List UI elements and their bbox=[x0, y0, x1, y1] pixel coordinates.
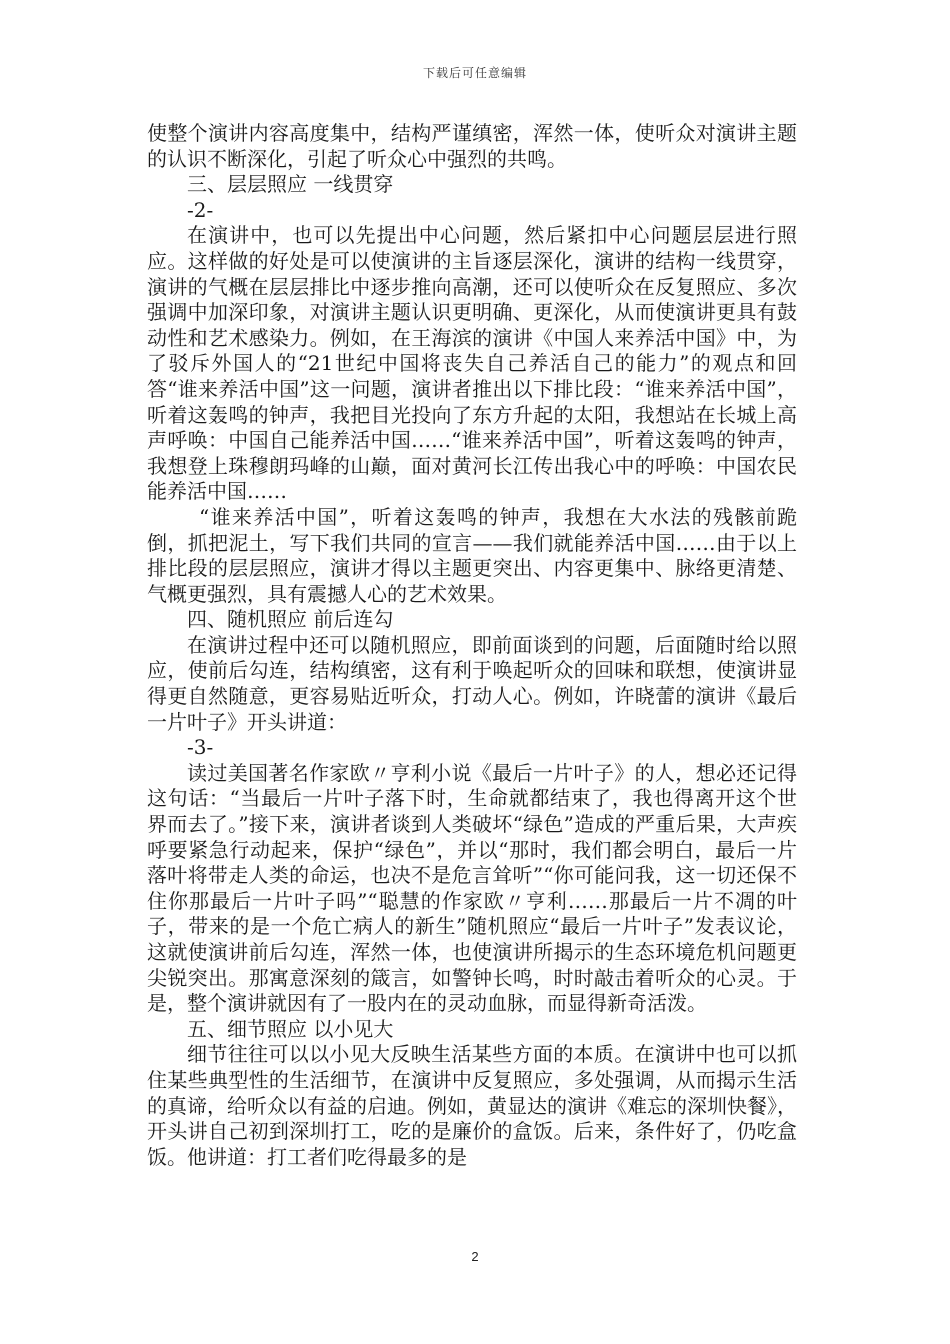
page-marker: -2- bbox=[187, 197, 214, 222]
paragraph-body: 在演讲过程中还可以随机照应，即前面谈到的问题，后面随时给以照应，使前后勾连，结构缜密，这有利于唤起听众的回味和联想，使演讲显得更自然随意，更容易贴近听众，打动人心。例如，许晓蕾的演讲《最后一片叶子》开头讲道： bbox=[147, 632, 797, 734]
paragraph-body: 使整个演讲内容高度集中，结构严谨缜密，浑然一体，使听众对演讲主题的认识不断深化，引起了听众心中强烈的共鸣。 bbox=[147, 121, 797, 171]
document-body bbox=[147, 121, 797, 1170]
page-header: 下载后可任意编辑 bbox=[422, 66, 527, 80]
section-heading-3: 三、层层照应 一线贯穿 bbox=[187, 172, 394, 197]
paragraph-body: 读过美国著名作家欧〃亨利小说《最后一片叶子》的人，想必还记得这句话：“当最后一片叶子落下时，生命就都结束了，我也得离开这个世界而去了。”接下来，演讲者谈到人类破坏“绿色”造成的严重后果，大声疾呼要紧急行动起来，保护“绿色”，并以“那时，我们都会明白，最后一片落叶将带走人类的命运，也决不是危言耸听”“你可能问我，这一切还保不住你那最后一片叶子吗”“聪慧的作家欧〃亨利……那最后一片不凋的叶子，带来的是一个危亡病人的新生”随机照应“最后一片叶子”发表议论，这就使演讲前后勾连，浑然一体，也使演讲所揭示的生态环境危机问题更尖锐突出。那寓意深刻的箴言，如警钟长鸣，时时敲击着听众的心灵。于是，整个演讲就因有了一股内在的灵动血脉，而显得新奇活泼。 bbox=[147, 760, 797, 1016]
section-heading-5: 五、细节照应 以小见大 bbox=[187, 1016, 394, 1041]
paragraph-quote: “谁来养活中国”，听着这轰鸣的钟声，我想在大水法的残骸前跪倒，抓把泥土，写下我们共同的宣言——我们就能养活中国……由于以上排比段的层层照应，演讲才得以主题更突出、内容更集中、脉络更清楚、气概更强烈，具有震撼人心的艺术效果。 bbox=[147, 504, 797, 606]
page-number: 2 bbox=[471, 1249, 479, 1264]
paragraph-body: 细节往往可以以小见大反映生活某些方面的本质。在演讲中也可以抓住某些典型性的生活细节，在演讲中反复照应，多处强调，从而揭示生活的真谛，给听众以有益的启迪。例如，黄显达的演讲《难忘的深圳快餐》，开头讲自己初到深圳打工，吃的是廉价的盒饭。后来，条件好了，仍吃盒饭。他讲道：打工者们吃得最多的是 bbox=[147, 1042, 797, 1169]
section-heading-4: 四、随机照应 前后连勾 bbox=[187, 607, 394, 632]
page-marker: -3- bbox=[187, 735, 214, 760]
paragraph-body: 在演讲中，也可以先提出中心问题，然后紧扣中心问题层层进行照应。这样做的好处是可以使演讲的主旨逐层深化，演讲的结构一线贯穿，演讲的气概在层层排比中逐步推向高潮，还可以使听众在反复照应、多次强调中加深印象，对演讲主题认识更明确、更深化，从而使演讲更具有鼓动性和艺术感染力。例如，在王海滨的演讲《中国人来养活中国》中，为了驳斥外国人的“21世纪中国将丧失自己养活自己的能力”的观点和回答“谁来养活中国”这一问题，演讲者推出以下排比段：“谁来养活中国”，听着这轰鸣的钟声，我把目光投向了东方升起的太阳，我想站在长城上高声呼唤：中国自己能养活中国……“谁来养活中国”，听着这轰鸣的钟声，我想登上珠穆朗玛峰的山巅，面对黄河长江传出我心中的呼唤：中国农民能养活中国…… bbox=[147, 223, 797, 504]
